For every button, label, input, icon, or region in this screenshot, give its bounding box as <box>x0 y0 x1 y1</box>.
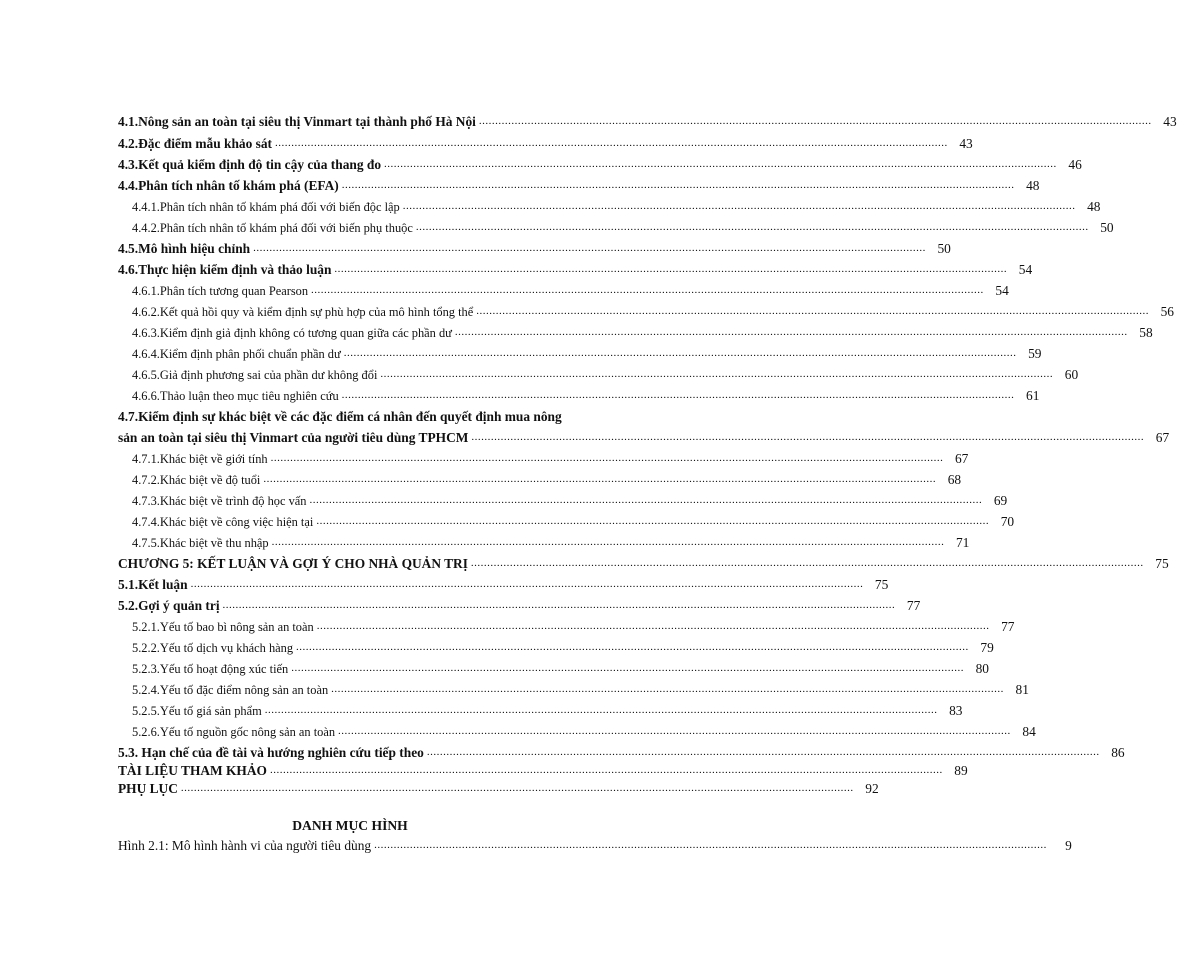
figure-entry-label: Hình 2.1: Mô hình hành vi của người tiêu dùng <box>118 838 372 853</box>
toc-leader: ............................................................................................................................................................................................................... <box>180 782 854 794</box>
toc-page-number: 61 <box>1026 388 1040 403</box>
toc-page-number: 50 <box>1100 220 1114 235</box>
toc-leader: ............................................................................................................................................................................................................... <box>476 305 1149 317</box>
toc-page-number: 75 <box>1155 556 1169 571</box>
toc-leader: ............................................................................................................................................................................................................... <box>311 284 984 296</box>
toc-entry-label: 4.6.6.Thảo luận theo mục tiêu nghiên cứu <box>132 389 339 403</box>
toc-entry <box>132 323 1153 343</box>
toc-entry <box>132 449 969 469</box>
toc-entry <box>132 680 1029 700</box>
toc-chapter-entry <box>118 554 1169 574</box>
toc-entry <box>118 176 1040 196</box>
toc-page-number: 48 <box>1087 199 1101 214</box>
toc-leader: ............................................................................................................................................................................................................... <box>316 620 990 632</box>
toc-entry <box>118 112 1177 132</box>
toc-page-number: 67 <box>1155 430 1170 445</box>
toc-entry <box>132 386 1040 406</box>
toc-leader: ............................................................................................................................................................................................................... <box>291 662 964 674</box>
toc-page-number: 69 <box>993 493 1008 508</box>
toc-entry <box>132 344 1042 364</box>
toc-entry <box>132 638 994 658</box>
toc-entry-label: 4.7.1.Khác biệt về giới tính <box>132 452 268 466</box>
toc-page-number: 77 <box>906 598 921 613</box>
toc-leader: ............................................................................................................................................................................................................... <box>269 764 943 776</box>
toc-entry-label: 5.3. Hạn chế của đề tài và hướng nghiên cứu tiếp theo <box>118 745 424 760</box>
toc-chapter-entry <box>118 779 879 799</box>
toc-entry-label: 4.4.1.Phân tích nhân tố khám phá đối với biến độc lập <box>132 200 400 214</box>
toc-leader: ............................................................................................................................................................................................................... <box>380 368 1054 380</box>
toc-page-number: 84 <box>1022 724 1036 739</box>
toc-entry-label: 4.7.3.Khác biệt về trình độ học vấn <box>132 494 307 508</box>
toc-page-number: 80 <box>975 661 989 676</box>
toc-leader: ............................................................................................................................................................................................................... <box>426 746 1100 758</box>
toc-entry <box>132 302 1174 322</box>
toc-entry <box>132 512 1015 532</box>
toc-entry <box>118 596 921 616</box>
toc-page-number: 60 <box>1064 367 1079 382</box>
toc-entry <box>118 260 1033 280</box>
toc-entry-label: 4.6.5.Giả định phương sai của phần dư không đổi <box>132 368 378 382</box>
toc-entry <box>132 533 970 553</box>
toc-leader: ............................................................................................................................................................................................................... <box>470 557 1144 569</box>
toc-page-number: 83 <box>949 703 963 718</box>
toc-leader: ............................................................................................................................................................................................................... <box>190 578 864 590</box>
toc-entry <box>118 239 951 259</box>
toc-leader: ............................................................................................................................................................................................................... <box>253 242 926 254</box>
toc-entry-label: 5.2.Gợi ý quản trị <box>118 598 220 613</box>
toc-leader: ............................................................................................................................................................................................................... <box>275 137 948 149</box>
toc-entry-wrapped-line1 <box>118 407 630 427</box>
toc-entry-label: 4.7.Kiểm định sự khác biệt về các đặc điểm cá nhân đến quyết định mua nông <box>118 409 562 424</box>
toc-page-number: 81 <box>1015 682 1029 697</box>
toc-entry-label: 4.6.Thực hiện kiểm định và thảo luận <box>118 262 332 277</box>
toc-entry-label: 5.2.6.Yếu tố nguồn gốc nông sản an toàn <box>132 725 336 739</box>
toc-leader: ............................................................................................................................................................................................................... <box>263 473 937 485</box>
toc-entry-label: 4.3.Kết quả kiểm định độ tin cậy của thang đo <box>118 157 382 172</box>
toc-leader: ............................................................................................................................................................................................................... <box>402 200 1076 212</box>
toc-leader: ............................................................................................................................................................................................................... <box>309 494 983 506</box>
toc-entry <box>118 155 1082 175</box>
toc-page-number: 59 <box>1028 346 1042 361</box>
toc-page-number: 79 <box>980 640 994 655</box>
toc-page-number: 58 <box>1139 325 1153 340</box>
toc-entry-label: 4.6.1.Phân tích tương quan Pearson <box>132 284 309 298</box>
toc-entry-label: 5.1.Kết luận <box>118 577 188 592</box>
toc-entry-label: 4.7.5.Khác biệt về thu nhập <box>132 536 269 550</box>
toc-entry-label: 4.6.2.Kết quả hồi quy và kiểm định sự phù hợp của mô hình tổng thể <box>132 305 474 319</box>
toc-page-number: 54 <box>995 283 1009 298</box>
toc-entry-label: TÀI LIỆU THAM KHẢO <box>118 763 267 778</box>
toc-leader: ............................................................................................................................................................................................................... <box>316 515 990 527</box>
toc-leader: ............................................................................................................................................................................................................... <box>334 263 1008 275</box>
toc-entry-label: sản an toàn tại siêu thị Vinmart của người tiêu dùng TPHCM <box>118 430 469 445</box>
toc-entry-label: 5.2.1.Yếu tố bao bì nông sản an toàn <box>132 620 314 634</box>
toc-page-number: 89 <box>954 763 968 778</box>
toc-page-number: 67 <box>954 451 969 466</box>
toc-entry-label: 4.1.Nông sản an toàn tại siêu thị Vinmart tại thành phố Hà Nội <box>118 114 476 129</box>
toc-leader: ............................................................................................................................................................................................................... <box>222 599 896 611</box>
toc-entry <box>132 197 1101 217</box>
toc-entry <box>132 701 963 721</box>
toc-entry-label: 5.2.3.Yếu tố hoạt động xúc tiến <box>132 662 289 676</box>
toc-entry-wrapped-line2 <box>118 428 1170 448</box>
figure-page-number: 9 <box>1065 838 1072 853</box>
toc-leader: ............................................................................................................................................................................................................... <box>478 115 1152 127</box>
toc-entry <box>132 281 1009 301</box>
toc-page-number: 92 <box>865 781 879 796</box>
toc-entry-label: 4.4.Phân tích nhân tố khám phá (EFA) <box>118 178 339 193</box>
toc-leader: ............................................................................................................................................................................................................... <box>415 221 1089 233</box>
toc-leader: ............................................................................................................................................................................................................... <box>374 839 1047 851</box>
toc-page-number: 68 <box>947 472 962 487</box>
toc-entry-label: 4.7.4.Khác biệt về công việc hiện tại <box>132 515 314 529</box>
toc-entry-label: PHỤ LỤC <box>118 781 178 796</box>
toc-entry-label: 5.2.2.Yếu tố dịch vụ khách hàng <box>132 641 294 655</box>
toc-entry <box>132 470 962 490</box>
toc-leader: ............................................................................................................................................................................................................... <box>264 704 938 716</box>
toc-leader: ............................................................................................................................................................................................................... <box>271 536 945 548</box>
toc-entry <box>132 491 1008 511</box>
toc-entry-label: 4.6.3.Kiểm định giả định không có tương quan giữa các phần dư <box>132 326 452 340</box>
toc-leader: ............................................................................................................................................................................................................... <box>454 326 1128 338</box>
toc-entry-label: CHƯƠNG 5: KẾT LUẬN VÀ GỢI Ý CHO NHÀ QUẢN TRỊ <box>118 556 468 571</box>
toc-entry <box>132 365 1079 385</box>
toc-page-number: 77 <box>1001 619 1015 634</box>
toc-page-number: 56 <box>1160 304 1174 319</box>
toc-entry-label: 5.2.4.Yếu tố đặc điểm nông sản an toàn <box>132 683 329 697</box>
toc-page-number: 46 <box>1068 157 1082 172</box>
toc-page-number: 50 <box>937 241 951 256</box>
figures-heading: DANH MỤC HÌNH <box>292 818 408 833</box>
toc-leader: ............................................................................................................................................................................................................... <box>338 725 1011 737</box>
toc-entry <box>132 218 1114 238</box>
toc-leader: ............................................................................................................................................................................................................... <box>343 347 1017 359</box>
toc-leader: ............................................................................................................................................................................................................... <box>341 179 1015 191</box>
toc-leader: ............................................................................................................................................................................................................... <box>331 683 1004 695</box>
toc-leader: ............................................................................................................................................................................................................... <box>296 641 969 653</box>
toc-entry <box>118 134 973 154</box>
toc-page-number: 71 <box>955 535 970 550</box>
toc-entry <box>118 575 889 595</box>
toc-entry <box>132 617 1015 637</box>
toc-leader: ............................................................................................................................................................................................................... <box>384 158 1057 170</box>
toc-page-number: 75 <box>874 577 889 592</box>
toc-entry-label: 4.4.2.Phân tích nhân tố khám phá đối với biến phụ thuộc <box>132 221 413 235</box>
toc-entry-label: 4.2.Đặc điểm mẫu khảo sát <box>118 136 272 151</box>
toc-page-number: 70 <box>1000 514 1015 529</box>
toc-entry-label: 4.6.4.Kiểm định phân phối chuẩn phần dư <box>132 347 341 361</box>
toc-leader: ............................................................................................................................................................................................................... <box>270 452 944 464</box>
toc-leader: ............................................................................................................................................................................................................... <box>341 389 1015 401</box>
toc-leader: ............................................................................................................................................................................................................... <box>471 431 1145 443</box>
toc-page-number: 48 <box>1026 178 1040 193</box>
toc-entry-label: 4.5.Mô hình hiệu chỉnh <box>118 241 251 256</box>
toc-entry <box>132 722 1036 742</box>
toc-entry-label: 5.2.5.Yếu tố giá sản phẩm <box>132 704 262 718</box>
figure-entry <box>118 836 1072 856</box>
toc-page-number: 43 <box>1163 114 1177 129</box>
toc-page-number: 43 <box>959 136 973 151</box>
toc-entry-label: 4.7.2.Khác biệt về độ tuổi <box>132 473 261 487</box>
toc-page-number: 86 <box>1111 745 1125 760</box>
toc-page-number: 54 <box>1018 262 1033 277</box>
toc-entry <box>132 659 989 679</box>
